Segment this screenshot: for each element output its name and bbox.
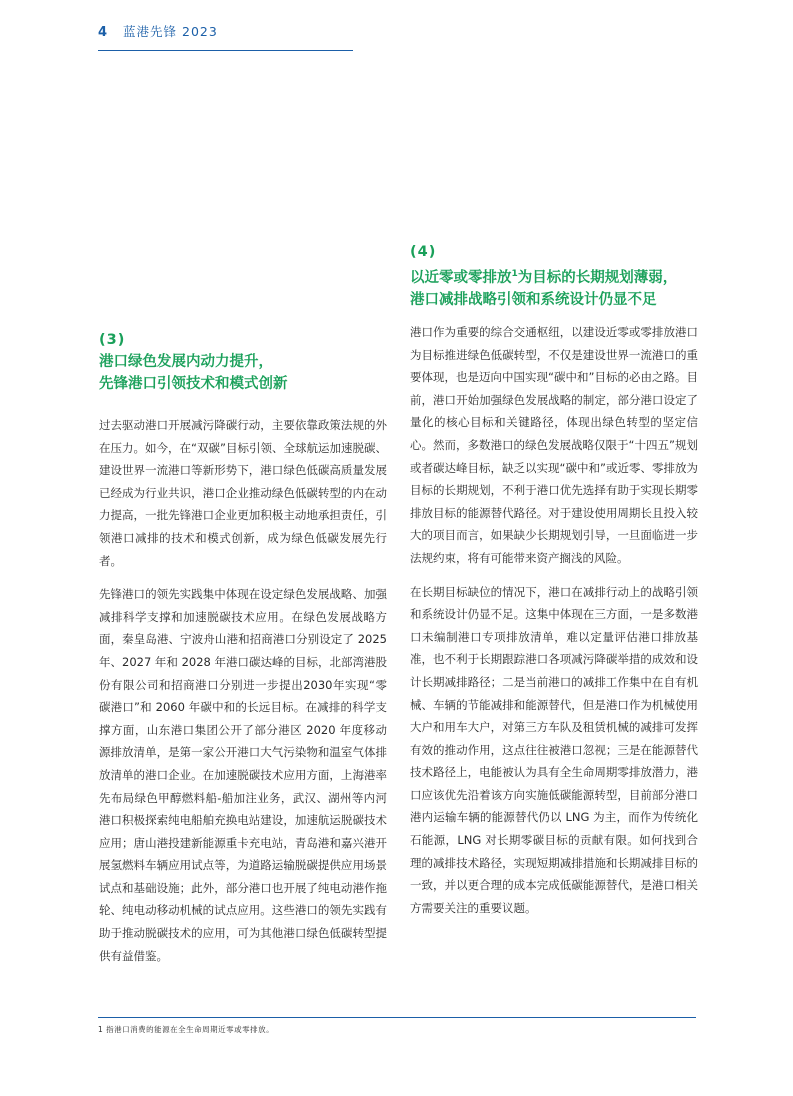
section-4-title-part-a: 以近零或零排放	[410, 269, 512, 286]
section-3-title-line1: 港口绿色发展内动力提升，	[99, 354, 273, 370]
section-3-heading	[99, 329, 399, 395]
section-3-title-line2: 先锋港口引领技术和模式创新	[99, 376, 288, 392]
section-3-number: (3)	[99, 332, 126, 348]
body-paragraph: 过去驱动港口开展减污降碳行动，主要依靠政策法规的外在压力。如今，在“双碳”目标引领、全球航运加速脱碳、建设世界一流港口等新形势下，港口绿色低碳高质量发展已经成为行业共识，港口企业推动绿色低碳转型的内在动力提高，一批先锋港口企业更加积极主动地承担责任，引领港口减排的技术和模式创新，成为绿色低碳发展先行者。	[99, 418, 387, 568]
section-4-number: (4)	[410, 244, 437, 260]
header-divider	[98, 50, 353, 51]
section-4-title-part-b: 为目标的长期规划薄弱，	[517, 269, 678, 286]
section-4-title-line2: 港口减排战略引领和系统设计仍显不足	[410, 291, 657, 308]
section-4-heading	[410, 241, 710, 311]
page-header	[98, 22, 218, 40]
body-paragraph: 在长期目标缺位的情况下，港口在减排行动上的战略引领和系统设计仍显不足。这集中体现在三方面，一是多数港口未编制港口专项排放清单，难以定量评估港口排放基准，也不利于长期跟踪港口各项减污降碳举措的成效和设计长期减排路径；二是当前港口的减排工作集中在自有机械、车辆的节能减排和能源替代，但是港口作为机械使用大户和用车大户，对第三方车队及租赁机械的减排可发挥有效的推动作用，这点往往被港口忽视；三是在能源替代技术路径上，电能被认为具有全生命周期零排放潜力，港口应该优先沿着该方向实施低碳能源转型，目前部分港口港内运输车辆的能源替代仍以 LNG 为主，而作为传统化石能源，LNG 对长期零碳目标的贡献有限。如何找到合理的减排技术路径，实现短期减排措施和长期减排目标的一致，并以更合理的成本完成低碳能源替代，是港口相关方需要关注的重要议题。	[410, 584, 698, 915]
document-title: 蓝港先锋 2023	[123, 24, 218, 39]
footnote-divider	[98, 1017, 696, 1018]
footnote: 1 指港口消费的能源在全生命周期近零或零排放。	[98, 1025, 275, 1034]
body-paragraph: 先锋港口的领先实践集中体现在设定绿色发展战略、加强减排科学支撑和加速脱碳技术应用。在绿色发展战略方面，秦皇岛港、宁波舟山港和招商港口分别设定了 2025 年、2027 年和 2028 年港口碳达峰的目标，北部湾港股份有限公司和招商港口分别进一步提出2030年实现“零碳港口”和 2060 年碳中和的长远目标。在减排的科学支撑方面，山东港口集团公开了部分港区 2020 年度移动源排放清单，是第一家公开港口大气污染物和温室气体排放清单的港口企业。在加速脱碳技术应用方面，上海港率先布局绿色甲醇燃料船-船加注业务，武汉、湖州等内河港口积极探索纯电船舶充换电站建设，加速航运脱碳技术应用；唐山港投建新能源重卡充电站，青岛港和嘉兴港开展氢燃料车辆应用试点等，为道路运输脱碳提供应用场景试点和基础设施；此外，部分港口也开展了纯电动港作拖轮、纯电动移动机械的试点应用。这些港口的领先实践有助于推动脱碳技术的应用，可为其他港口绿色低碳转型提供有益借鉴。	[99, 587, 387, 963]
left-column-body	[99, 414, 387, 978]
section-4-title-line1	[410, 263, 710, 289]
footnote-ref: 1	[511, 269, 518, 279]
right-column-body	[410, 321, 698, 930]
page-number: 4	[98, 25, 108, 40]
body-paragraph: 港口作为重要的综合交通枢纽，以建设近零或零排放港口为目标推进绿色低碳转型，不仅是建设世界一流港口的重要体现，也是迈向中国实现“碳中和”目标的必由之路。目前，港口开始加强绿色发展战略的制定，部分港口设定了量化的核心目标和关键路径，体现出绿色转型的坚定信心。然而，多数港口的绿色发展战略仅限于“十四五”规划或者碳达峰目标，缺乏以实现“碳中和”或近零、零排放为目标的长期规划，不利于港口优先选择有助于实现长期零排放目标的能源替代路径。对于建设使用周期长且投入较大的项目而言，如果缺少长期规划引导，一旦面临进一步法规约束，将有可能带来资产搁浅的风险。	[410, 325, 698, 565]
